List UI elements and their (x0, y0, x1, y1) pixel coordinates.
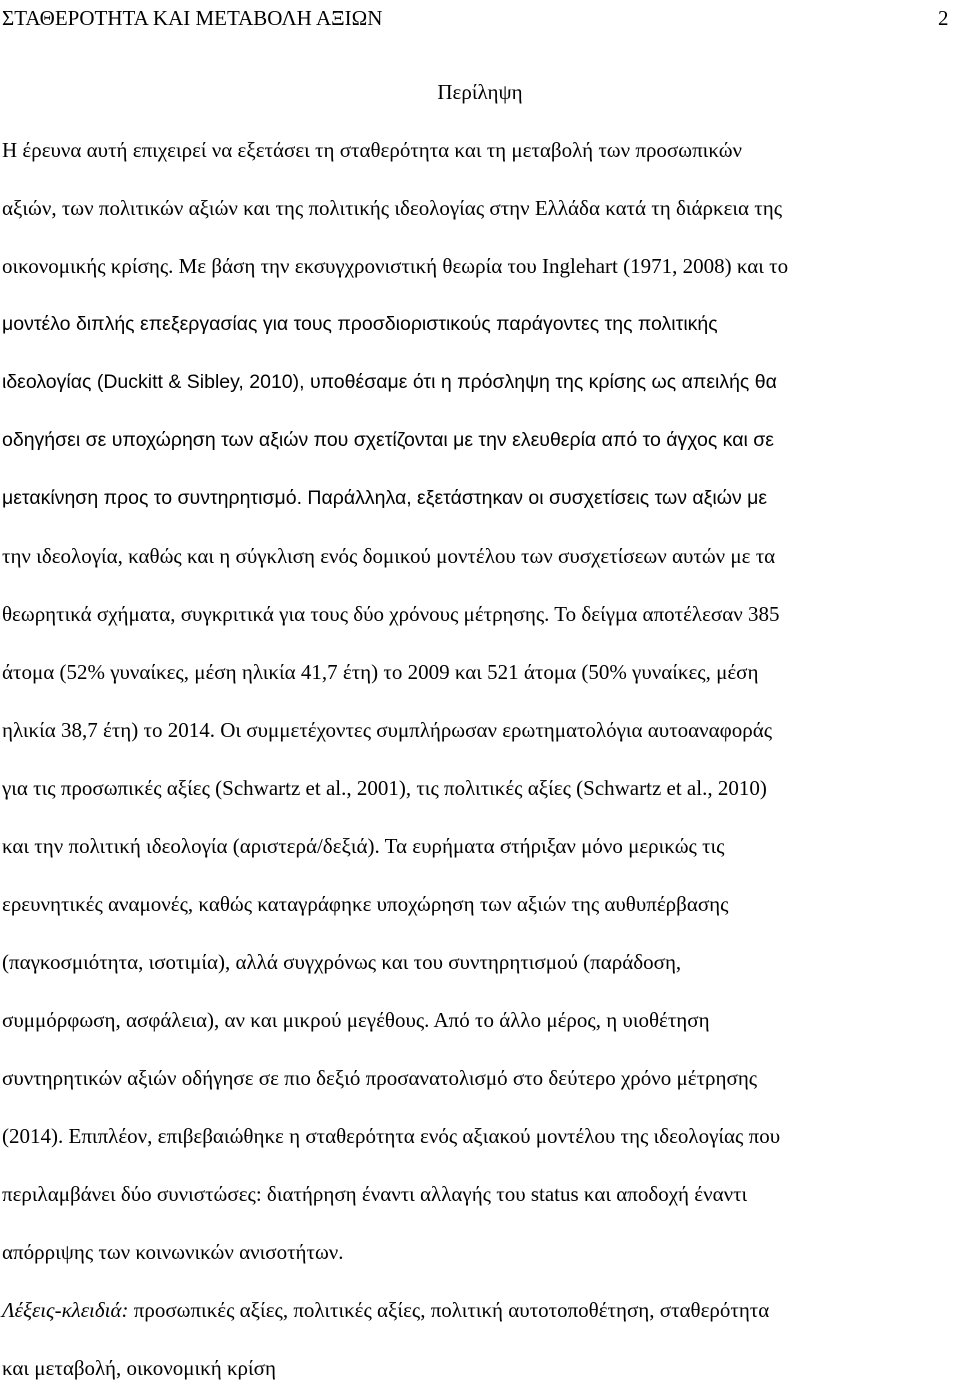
abstract-line: ερευνητικές αναμονές, καθώς καταγράφηκε υποχώρηση των αξιών της αυθυπέρβασης (2, 892, 729, 916)
page-number: 2 (938, 6, 949, 30)
abstract-line: συμμόρφωση, ασφάλεια), αν και μικρού μεγέθους. Από το άλλο μέρος, η υιοθέτηση (2, 1008, 710, 1032)
keywords-label: Λέξεις-κλειδιά: (2, 1298, 129, 1322)
abstract-line: άτομα (52% γυναίκες, μέση ηλικία 41,7 έτη) το 2009 και 521 άτομα (50% γυναίκες, μέση (2, 660, 759, 684)
abstract-line: και την πολιτική ιδεολογία (αριστερά/δεξιά). Τα ευρήματα στήριξαν μόνο μερικώς τις (2, 834, 725, 858)
abstract-line: ηλικία 38,7 έτη) το 2014. Οι συμμετέχοντες συμπλήρωσαν ερωτηματολόγια αυτοαναφοράς (2, 718, 773, 742)
abstract-line: μετακίνηση προς το συντηρητισμό. Παράλληλα, εξετάστηκαν οι συσχετίσεις των αξιών με (2, 487, 768, 509)
keywords-line (2, 1294, 769, 1326)
keywords-line: και μεταβολή, οικονομική κρίση (2, 1356, 276, 1380)
abstract-line: για τις προσωπικές αξίες (Schwartz et al., 2001), τις πολιτικές αξίες (Schwartz et al., 2010) (2, 776, 767, 800)
abstract-line: απόρριψης των κοινωνικών ανισοτήτων. (2, 1240, 344, 1264)
abstract-line: (2014). Επιπλέον, επιβεβαιώθηκε η σταθερότητα ενός αξιακού μοντέλου της ιδεολογίας που (2, 1124, 781, 1148)
abstract-line: περιλαμβάνει δύο συνιστώσες: διατήρηση έναντι αλλαγής του status και αποδοχή έναντι (2, 1182, 748, 1206)
abstract-line: (παγκοσμιότητα, ισοτιμία), αλλά συγχρόνως και του συντηρητισμού (παράδοση, (2, 950, 682, 974)
abstract-line: την ιδεολογία, καθώς και η σύγκλιση ενός δομικού μοντέλου των συσχετίσεων αυτών με τα (2, 544, 776, 568)
abstract-line: ιδεολογίας (Duckitt & Sibley, 2010), υποθέσαμε ότι η πρόσληψη της κρίσης ως απειλής θα (2, 371, 777, 393)
abstract-line: οδηγήσει σε υποχώρηση των αξιών που σχετίζονται με την ελευθερία από το άγχος και σε (2, 429, 774, 451)
abstract-line: θεωρητικά σχήματα, συγκριτικά για τους δύο χρόνους μέτρησης. Το δείγμα αποτέλεσαν 385 (2, 602, 780, 626)
abstract-line: Η έρευνα αυτή επιχειρεί να εξετάσει τη σταθερότητα και τη μεταβολή των προσωπικών (2, 138, 743, 162)
abstract-line: μοντέλο διπλής επεξεργασίας για τους προσδιοριστικούς παράγοντες της πολιτικής (2, 313, 718, 335)
abstract-title: Περίληψη (437, 80, 523, 104)
abstract-line: συντηρητικών αξιών οδήγησε σε πιο δεξιό προσανατολισμό στο δεύτερο χρόνο μέτρησης (2, 1066, 758, 1090)
abstract-line: οικονομικής κρίσης. Με βάση την εκσυγχρονιστική θεωρία του Inglehart (1971, 2008) και το (2, 254, 789, 278)
abstract-line: αξιών, των πολιτικών αξιών και της πολιτικής ιδεολογίας στην Ελλάδα κατά τη διάρκεια της (2, 196, 783, 220)
running-head: ΣΤΑΘΕΡΟΤΗΤΑ ΚΑΙ ΜΕΤΑΒΟΛΗ ΑΞΙΩΝ (2, 6, 383, 30)
keywords-text: προσωπικές αξίες, πολιτικές αξίες, πολιτική αυτοτοποθέτηση, σταθερότητα (128, 1298, 770, 1322)
